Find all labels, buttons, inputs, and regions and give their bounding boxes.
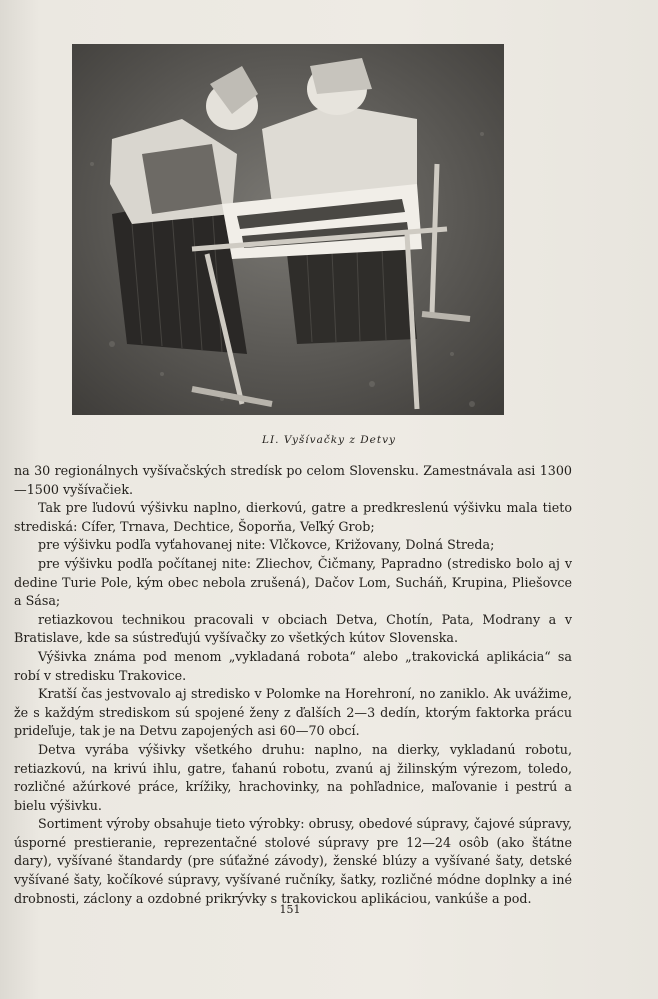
paragraph: retiazkovou technikou pracovali v obciach Detva, Chotín, Pata, Modrany a v Bratislave, kde sa sústreďujú vyšívačky zo všetkých kútov Slovenska. xyxy=(14,611,572,646)
embroiderers-photo xyxy=(72,44,504,415)
paragraph: Sortiment výroby obsahuje tieto výrobky: obrusy, obedové súpravy, čajové súpravy, úsporné prestieranie, reprezentačné stolové súpravy pre 12—24 osôb (ako štátne dary), vyšívané štandardy (pre súťažné závody), ženské blúzy a vyšívané šaty, detské vyšívané šaty, kočíkové súpravy, vyšívané ručníky, šatky, rozličné módne doplnky a iné drobnosti, záclony a ozdobné prikrývky s trakovickou aplikáciou, vankúše a pod. xyxy=(14,816,572,906)
paragraph: Detva vyrába výšivky všetkého druhu: naplno, na dierky, vykladanú robotu, retiazkovú, na krivú ihlu, gatre, ťahanú robotu, zvanú aj žilinským výrezom, toledo, rozličné ažúrkové práce, krížiky, hrachovinky, na pohľadnice, maľovanie i pestrú a bielu výšivku. xyxy=(14,741,572,813)
paragraph: Výšivka známa pod menom „vykladaná robota“ alebo „trakovická aplikácia“ sa robí v stredisku Trakovice. xyxy=(14,648,572,683)
paragraph: pre výšivku podľa vyťahovanej nite: Vlčkovce, Križovany, Dolná Streda; xyxy=(38,537,495,553)
page-number: 151 xyxy=(279,903,301,916)
paragraph: Tak pre ľudovú výšivku naplno, dierkovú, gatre a predkreslenú výšivku mala tieto strediská: Cífer, Trnava, Dechtice, Šoporňa, Veľký Grob; xyxy=(14,500,572,534)
figure-caption: LI. Vyšívačky z Detvy xyxy=(262,434,396,446)
paragraph: na 30 regionálnych vyšívačských stredísk po celom Slovensku. Zamestnávala asi 1300—1500 vyšívačiek. xyxy=(14,463,572,497)
body-text xyxy=(14,462,572,908)
photo-image xyxy=(72,44,504,415)
paragraph: pre výšivku podľa počítanej nite: Zliechov, Čičmany, Papradno (stredisko bolo aj v dedine Turie Pole, kým obec nebola zrušená), Dačov Lom, Sucháň, Krupina, Pliešovce a Sása; xyxy=(14,555,572,609)
paragraph: Kratší čas jestvovalo aj stredisko v Polomke na Horehroní, no zaniklo. Ak uvážime, že s každým strediskom sú spojené ženy z ďalších 2—3 dedín, ktorým faktorka prácu prideľuje, tak je na Detvu zapojených asi 60—70 obcí. xyxy=(14,686,572,739)
